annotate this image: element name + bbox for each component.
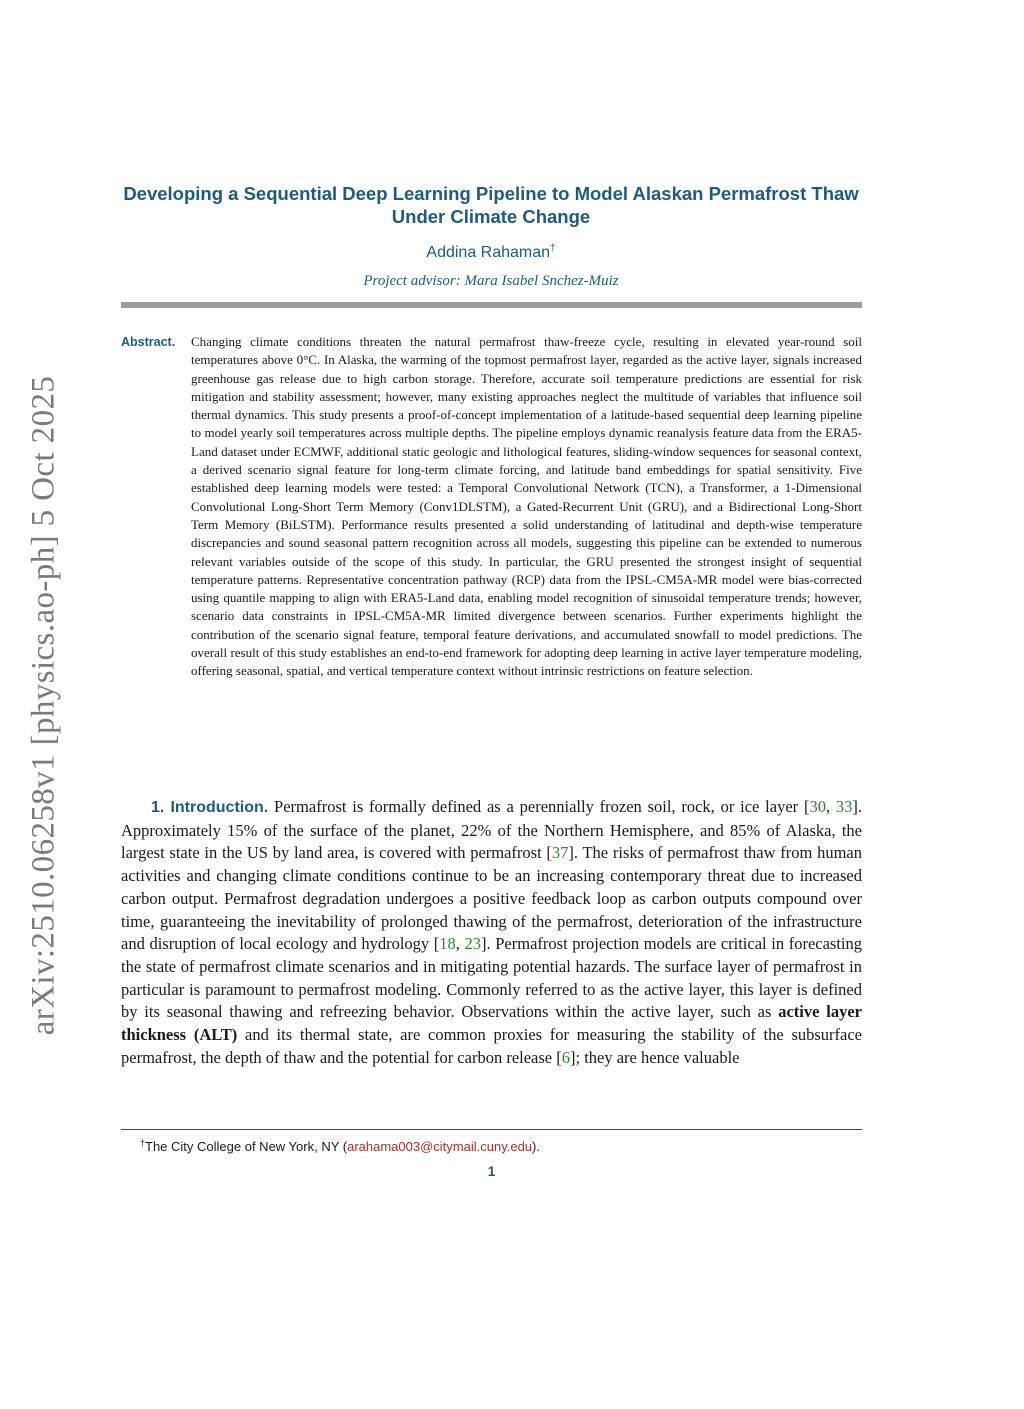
footnote-divider [121,1129,862,1130]
introduction-heading: 1. Introduction. [151,799,269,816]
intro-text: , [825,797,836,816]
intro-text: and its thermal state, are common proxies for measuring the stability of the subsurface permafrost, the depth of thaw and the potential for carbon release [ [121,1025,863,1067]
citation-link[interactable]: 6 [561,1047,570,1067]
paper-title: Developing a Sequential Deep Learning Pipeline to Model Alaskan Permafrost Thaw Under Climate Change [123,183,859,227]
author-name: Addina Rahaman [426,244,551,261]
bold-term: active layer thickness (ALT) [121,1002,862,1045]
introduction-paragraph [121,796,862,1069]
arxiv-identifier-stamp [24,372,64,1038]
abstract-text: Changing climate conditions threaten the natural permafrost thaw-freeze cycle, resulting in elevated year-round soil temperatures above 0°C. In Alaska, the warming of the topmost permafrost layer, regarded as the active layer, signals increased greenhouse gas release due to high carbon storage. Therefore, accurate soil temperature predictions are essential for risk mitigation and stability assessment; however, many existing approaches neglect the multitude of variables that influence soil thermal dynamics. This study presents a proof-of-concept implementation of a latitude-based sequential deep learning pipeline to model yearly soil temperatures across multiple depths. The pipeline employs dynamic reanalysis feature data from the ERA5-Land dataset under ECMWF, additional static geologic and lithological features, sliding-window sequences for seasonal context, a derived scenario signal feature for long-term climate forcing, and latitude band embeddings for spatial sensitivity. Five established deep learning models were tested: a Temporal Convolutional Network (TCN), a Transformer, a 1-Dimensional Convolutional Long-Short Term Memory (Conv1DLSTM), a Gated-Recurrent Unit (GRU), and a Bidirectional Long-Short Term Memory (BiLSTM). Performance results presented a solid understanding of latitudinal and depth-wise temperature discrepancies and sound seasonal pattern recognition across all models, suggesting this pipeline can be extended to numerous relevant variables outside of the scope of this study. In particular, the GRU presented the strongest insight of sequential temperature patterns. Representative concentration pathway (RCP) data from the IPSL-CM5A-MR model were bias-corrected using quantile mapping to align with ERA5-Land data, enabling model recognition of sinusoidal temperature trends; however, scenario data constraints in IPSL-CM5A-MR limited divergence between scenarios. Further experiments highlight the contribution of the scenario signal feature, temporal feature derivations, and accumulated snowfall to model predictions. The overall result of this study establishes an end-to-end framework for adopting deep learning in active layer temperature modeling, offering seasonal, spatial, and vertical temperature context without intrinsic restrictions on feature selection. [191,334,862,679]
intro-text: , [455,934,465,954]
footnote-closing: ). [532,1139,540,1154]
footnote [140,1135,540,1155]
author-line [120,243,862,262]
citation-link[interactable]: 18 [439,934,456,954]
abstract-label: Abstract. [121,335,176,349]
citation-link[interactable]: 33 [835,797,853,816]
author-footnote-mark: † [550,243,556,254]
intro-text: ]. Approximately 15% of the surface of the planet, 22% of the Northern Hemisphere, and 85% of Alaska, the largest state in the US by land area, is covered with permafrost [ [121,797,863,863]
citation-link[interactable]: 23 [464,934,482,954]
title-divider [121,302,862,308]
footnote-affiliation: The City College of New York, NY ( [145,1139,348,1154]
intro-text: ]. Permafrost projection models are critical in forecasting the state of permafrost climate scenarios and in mitigating potential hazards. The surface layer of permafrost in particular is paramount to permafrost modeling. Commonly referred to as the active layer, this layer is defined by its seasonal thawing and refreezing behavior. Observations within the active layer, such as [121,934,862,1022]
intro-text: ]. The risks of permafrost thaw from human activities and changing climate conditions continue to be an increasing contemporary threat due to increased carbon output. Permafrost degradation undergoes a positive feedback loop as carbon outputs compound over time, guaranteeing the inevitability of prolonged thawing of the permafrost, deterioration of the infrastructure and disruption of local ecology and hydrology [ [121,843,862,954]
intro-text: Permafrost is formally defined as a perennially frozen soil, rock, or ice layer [ [274,797,810,816]
citation-link[interactable]: 30 [809,797,826,816]
arxiv-identifier-text: arXiv:2510.06258v1 [physics.ao-ph] 5 Oct 2025 [25,375,62,1035]
citation-link[interactable]: 37 [551,843,569,863]
page-number: 1 [487,1163,496,1179]
project-advisor: Project advisor: Mara Isabel Snchez-Muiz [363,273,619,289]
intro-text: ]; they are hence valuable [570,1047,740,1067]
footnote-mark: † [140,1138,146,1148]
email-link[interactable]: arahama003@citymail.cuny.edu [347,1139,533,1154]
